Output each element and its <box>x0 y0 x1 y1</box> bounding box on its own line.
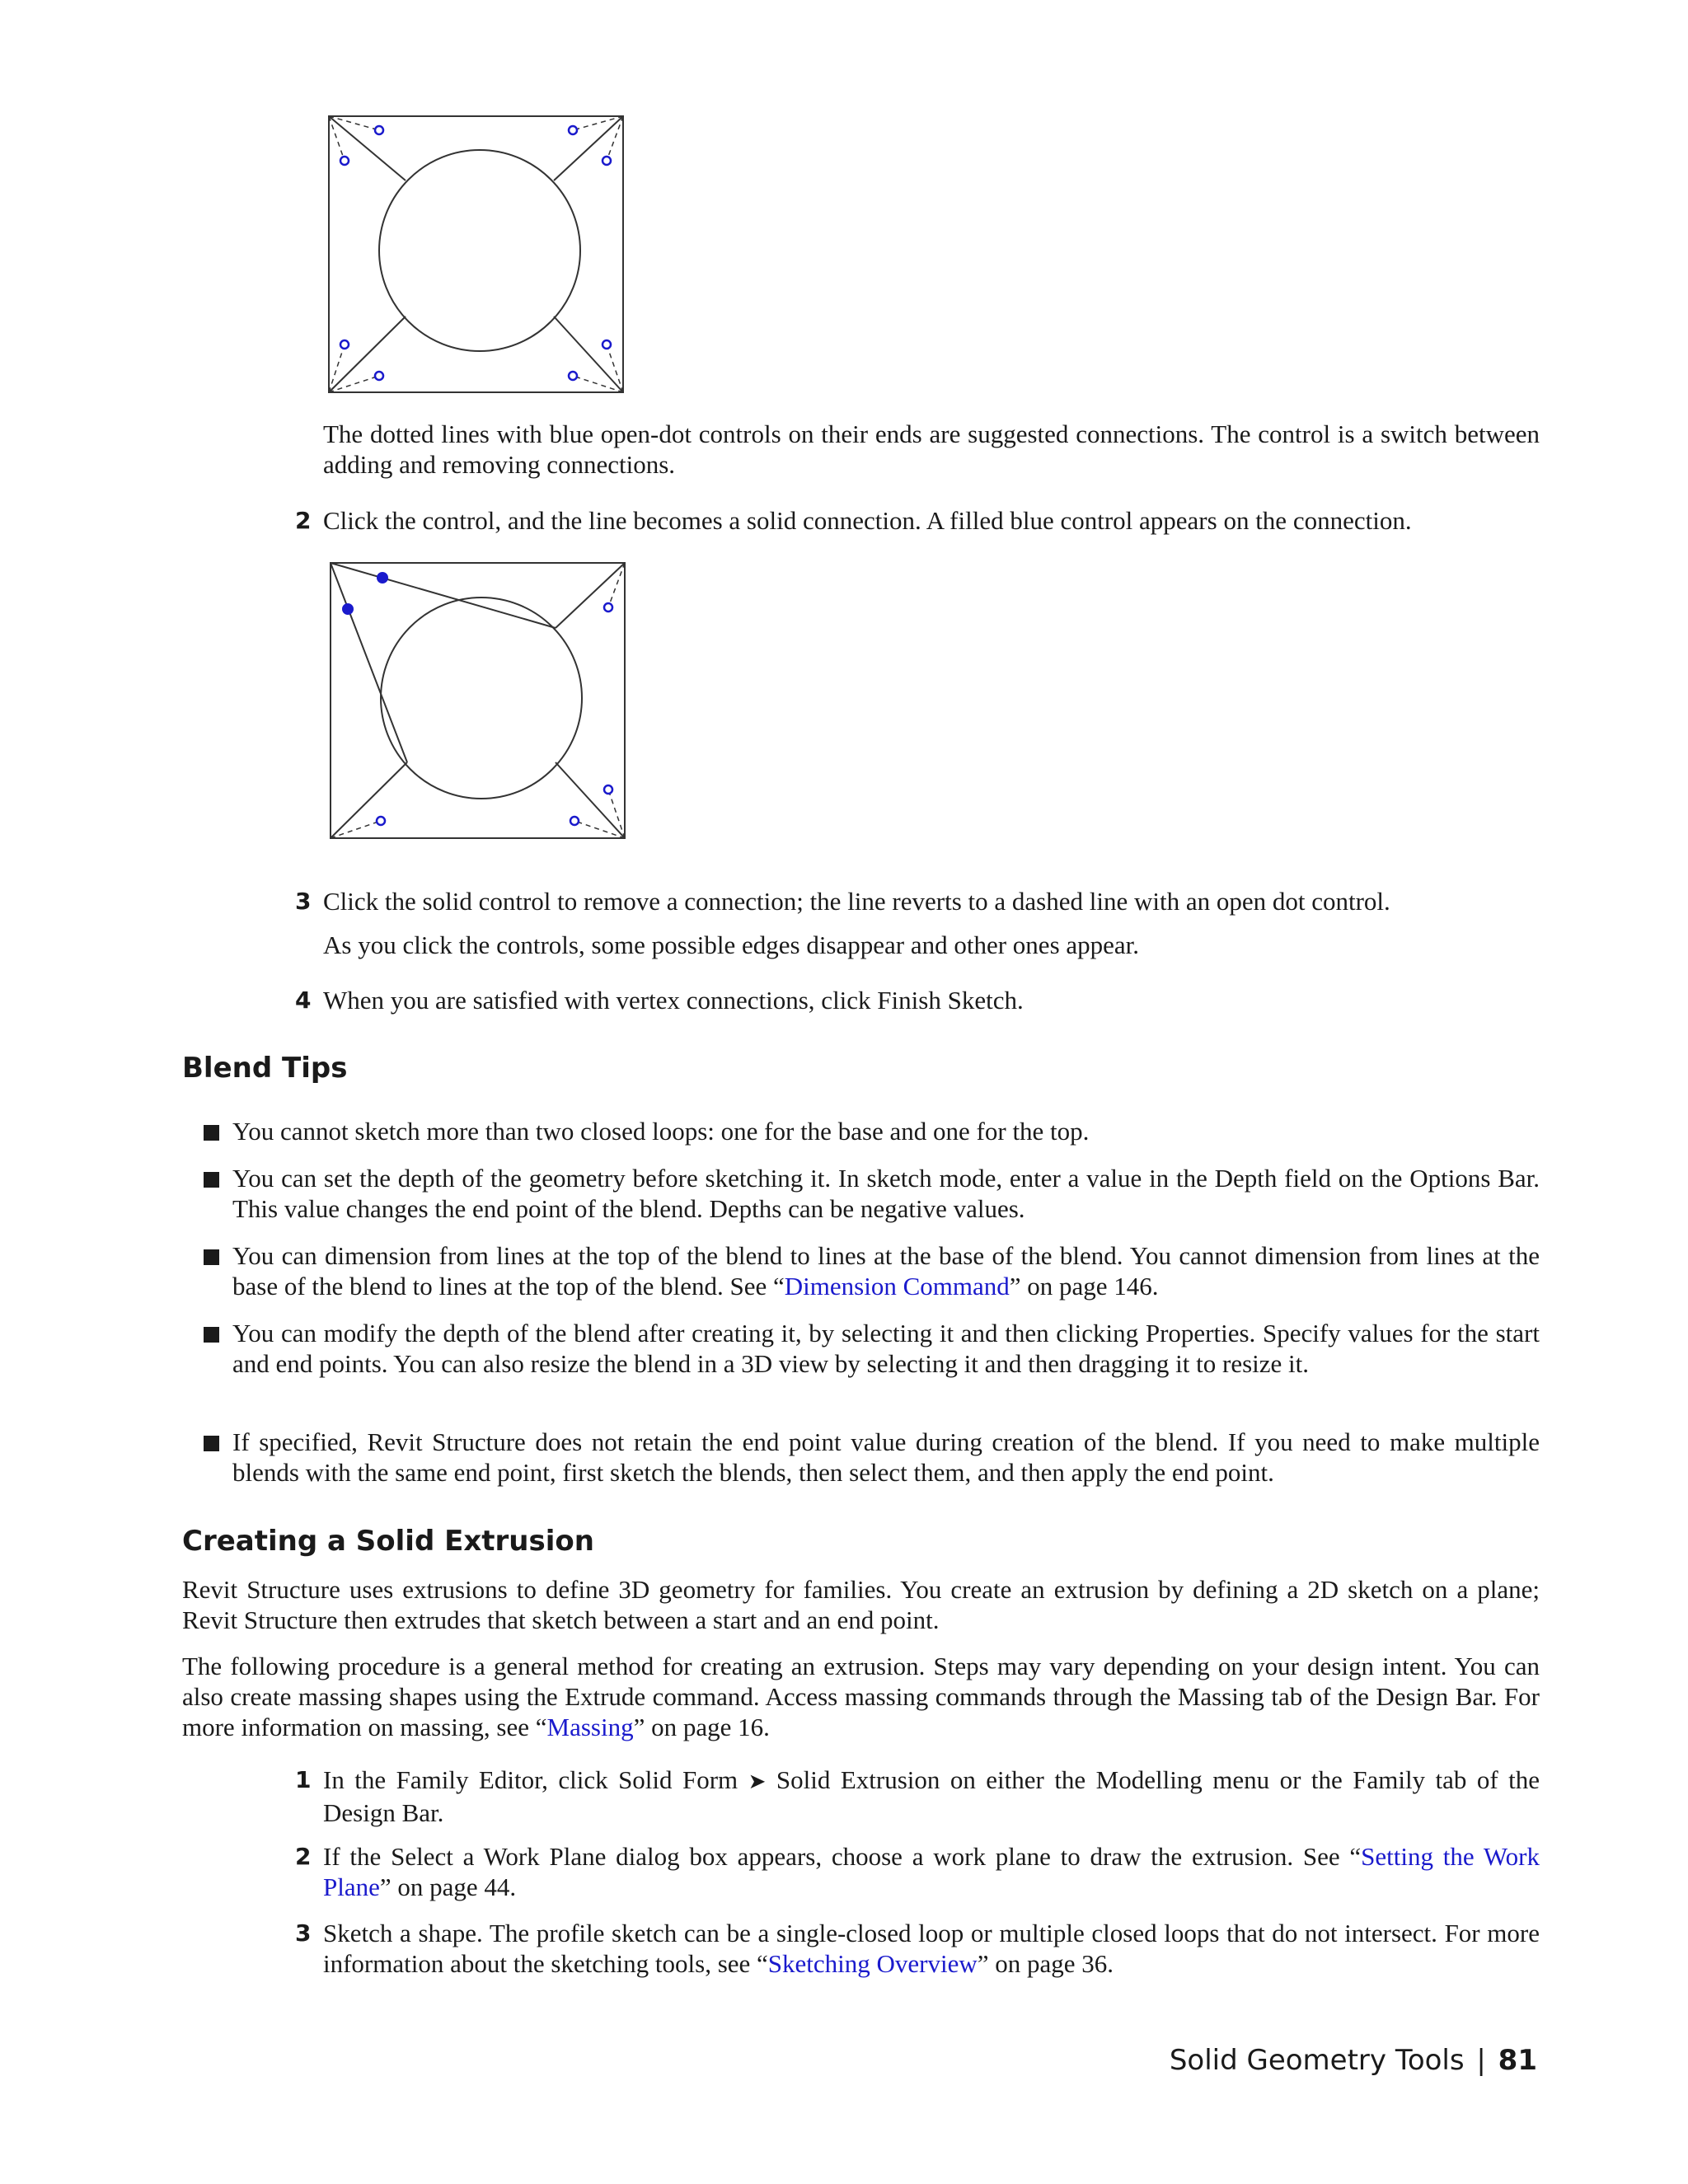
open-control-icon <box>377 817 385 825</box>
footer-separator: | <box>1476 2044 1486 2077</box>
bullet-icon <box>204 1327 219 1343</box>
open-control-icon <box>603 157 611 165</box>
solid-connection-figure <box>328 560 628 841</box>
edge-bottom-left <box>331 762 407 838</box>
open-control-icon <box>603 340 611 349</box>
step-number: 4 <box>295 987 312 1014</box>
open-control-icon <box>569 126 577 134</box>
setting-work-plane-link[interactable]: Setting the Work Plane <box>323 1842 1540 1901</box>
step-number: 1 <box>295 1766 312 1793</box>
edge-top-right <box>556 563 625 628</box>
dimension-command-link[interactable]: Dimension Command <box>784 1272 1010 1301</box>
bullet-icon <box>204 1249 219 1265</box>
bullet-icon <box>204 1125 219 1141</box>
open-control-icon <box>375 372 383 380</box>
solid-connection-a <box>331 563 556 628</box>
open-control-icon <box>340 340 349 349</box>
step-text: In the Family Editor, click Solid Form ➤ Solid Extrusion on either the Modelling menu or the Family tab of the Design Bar. <box>323 1765 1540 1827</box>
step-text: If the Select a Work Plane dialog box appears, choose a work plane to draw the extrusion. See “Setting the Work Plane” on page 44. <box>323 1842 1540 1901</box>
blend-tip: You cannot sketch more than two closed loops: one for the base and one for the top. <box>232 1117 1090 1146</box>
step-text: Sketch a shape. The profile sketch can be a single-closed loop or multiple closed loops that do not intersect. For more information about the sketching tools, see “Sketching Overview” on page 36. <box>323 1919 1540 1978</box>
blend-tip: If specified, Revit Structure does not retain the end point value during creation of the blend. If you need to make multiple blends with the same end point, first sketch the blends, then select them, and then apply the end point. <box>232 1427 1540 1487</box>
blend-tip: You can set the depth of the geometry before sketching it. In sketch mode, enter a value in the Depth field on the Options Bar. This value changes the end point of the blend. Depths can be negative values. <box>232 1164 1540 1223</box>
page-footer <box>1170 2044 1537 2077</box>
solid-connection-b <box>331 563 407 762</box>
step-number: 3 <box>295 888 312 915</box>
step-number: 3 <box>295 1919 312 1947</box>
page-number: 81 <box>1498 2044 1537 2077</box>
open-control-icon <box>604 603 612 612</box>
step-text: When you are satisfied with vertex connections, click Finish Sketch. <box>323 986 1024 1015</box>
step-text: Click the solid control to remove a connection; the line reverts to a dashed line with an open dot control. <box>323 887 1390 916</box>
open-control-icon <box>604 785 612 794</box>
massing-link[interactable]: Massing <box>546 1713 634 1741</box>
extrusion-paragraph: Revit Structure uses extrusions to define 3D geometry for families. You create an extrusion by defining a 2D sketch on a plane; Revit Structure then extrudes that sketch between a start and an end point. <box>182 1575 1540 1634</box>
open-control-icon <box>340 157 349 165</box>
section-heading-solid-extrusion: Creating a Solid Extrusion <box>182 1525 594 1558</box>
step-number: 2 <box>295 507 312 534</box>
section-heading-blend-tips: Blend Tips <box>182 1052 348 1085</box>
sketching-overview-link[interactable]: Sketching Overview <box>767 1949 978 1978</box>
filled-control-icon <box>377 573 387 583</box>
edge-top-left <box>329 116 406 180</box>
blend-tip: You can modify the depth of the blend after creating it, by selecting it and then clicking Properties. Specify values for the start and end points. You can also resize the blend in a 3D view by selecting it and then dragging it to resize it. <box>232 1319 1540 1378</box>
filled-control-icon <box>343 604 353 614</box>
bullet-icon <box>204 1172 219 1188</box>
circle-outline <box>379 150 580 351</box>
edge-bottom-left <box>329 316 406 392</box>
edge-top-right <box>554 116 623 180</box>
open-control-icon <box>375 126 383 134</box>
suggested-connections-figure <box>326 114 626 396</box>
open-control-icon <box>569 372 577 380</box>
bullet-icon <box>204 1436 219 1451</box>
step-number: 2 <box>295 1843 312 1870</box>
step-text: Click the control, and the line becomes a solid connection. A filled blue control appears on the connection. <box>323 506 1412 535</box>
footer-section-title: Solid Geometry Tools <box>1169 2044 1465 2077</box>
extrusion-paragraph: The following procedure is a general method for creating an extrusion. Steps may vary depending on your design intent. You can also create massing shapes using the Extrude command. Access massing commands through the Massing tab of the Design Bar. For more information on massing, see “Massing” on page 16. <box>182 1652 1540 1741</box>
blend-tip: You can dimension from lines at the top of the blend to lines at the base of the blend. You cannot dimension from lines at the base of the blend to lines at the top of the blend. See “Dimension Command” on page 146. <box>232 1241 1540 1301</box>
step-note: As you click the controls, some possible edges disappear and other ones appear. <box>323 930 1140 959</box>
figure-caption: The dotted lines with blue open-dot controls on their ends are suggested connections. The control is a switch between adding and removing connections. <box>323 419 1540 479</box>
open-control-icon <box>570 817 579 825</box>
menu-arrow-icon: ➤ <box>748 1769 767 1794</box>
